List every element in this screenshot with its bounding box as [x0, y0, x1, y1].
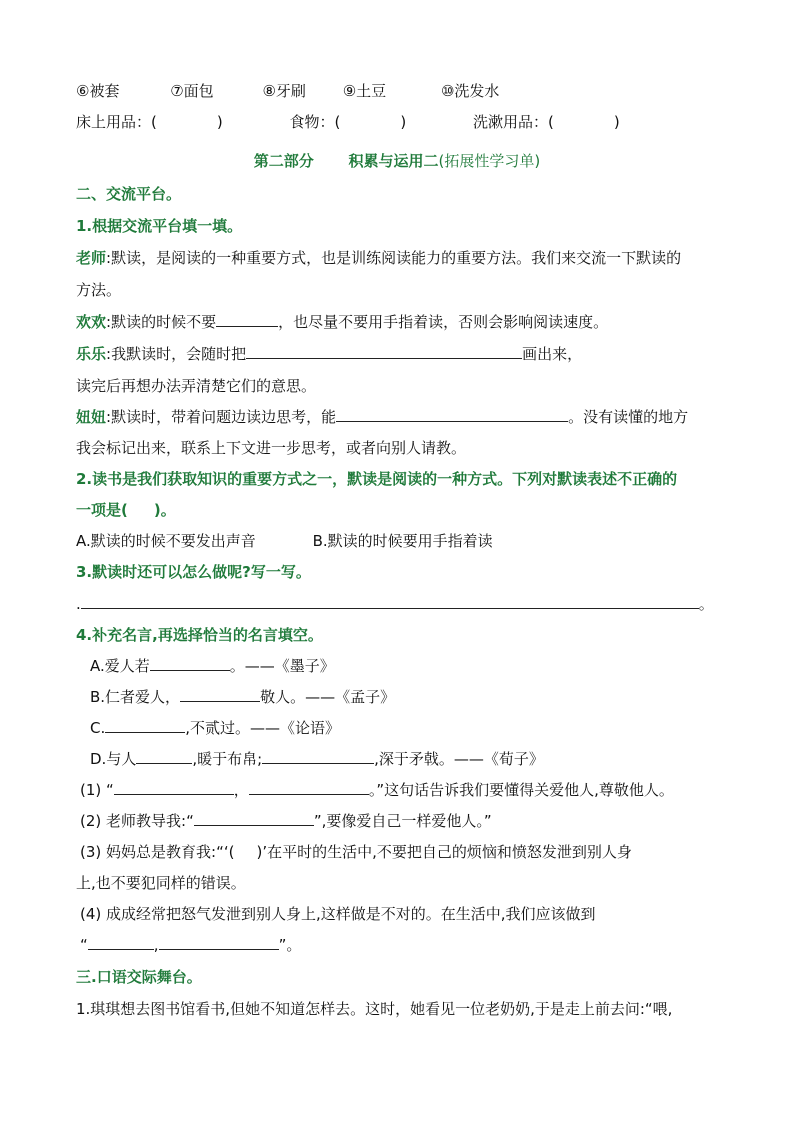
question-3-answer: . 。	[76, 595, 714, 613]
question-2-line-1: 2.读书是我们获取知识的重要方式之一，默读是阅读的一种方式。下列对默读表述不正确的	[76, 470, 678, 488]
item-7: ⑦面包	[170, 82, 214, 100]
category-wash: 洗漱用品：(	[473, 113, 554, 131]
answer-line[interactable]	[81, 594, 699, 609]
quote-d: D.与人 ,暖于布帛; ,深于矛戟。——《荀子》	[90, 750, 544, 768]
quote-a: A.爱人若 。——《墨子》	[90, 657, 335, 675]
item-9: ⑨土豆	[342, 82, 387, 100]
blank[interactable]	[136, 749, 192, 764]
item-6: ⑥被套	[76, 82, 120, 100]
sub-4-line-1: (4) 成成经常把怒气发泄到别人身上,这样做是不对的。在生活中,我们应该做到	[80, 905, 596, 923]
section-3-heading: 三.口语交际舞台。	[76, 968, 202, 986]
option-a: A.默读的时候不要发出声音	[76, 532, 256, 550]
teacher-line-1: 老师:默读，是阅读的一种重要方式，也是训练阅读能力的重要方法。我们来交流一下默读的	[76, 249, 682, 267]
options-line	[76, 530, 493, 552]
quote-c: C. ,不贰过。——《论语》	[90, 719, 341, 737]
section-3-question-1: 1.琪琪想去图书馆看书,但她不知道怎样去。这时，她看见一位老奶奶,于是走上前去问:“喂,	[76, 1000, 673, 1018]
blank[interactable]	[194, 811, 314, 826]
quote-b: B.仁者爱人， 敬人。——《孟子》	[90, 688, 396, 706]
blank[interactable]	[150, 656, 230, 671]
niuniu-line-2: 我会标记出来，联系上下文进一步思考，或者向别人请教。	[76, 439, 467, 457]
blank[interactable]	[336, 407, 568, 422]
category-food: 食物：(	[289, 113, 341, 131]
teacher-line-2: 方法。	[76, 281, 122, 299]
niuniu-line-1: 妞妞:默读时，带着问题边读边思考，能 。没有读懂的地方	[76, 408, 689, 426]
section-2-heading: 二、交流平台。	[76, 185, 182, 203]
lele-line-2: 读完后再想办法弄清楚它们的意思。	[76, 377, 317, 395]
blank[interactable]	[246, 344, 522, 359]
huanhuan-line: 欢欢:默读的时候不要 ，也尽量不要用手指着读，否则会影响阅读速度。	[76, 313, 609, 331]
item-10: ⑩洗发水	[440, 82, 500, 100]
blank[interactable]	[249, 780, 369, 795]
blank[interactable]	[88, 935, 154, 950]
blank[interactable]	[262, 749, 374, 764]
option-b: B.默读的时候要用手指着读	[312, 532, 493, 550]
items-line	[76, 80, 499, 102]
blank[interactable]	[159, 935, 279, 950]
blank[interactable]	[105, 718, 185, 733]
sub-3-line-1: (3) 妈妈总是教育我:“‘( )’在平时的生活中,不要把自己的烦恼和愤怒发泄到别人身	[80, 843, 632, 861]
item-8: ⑧牙刷	[262, 82, 306, 100]
sub-1: (1) “ ， 。”这句话告诉我们要懂得关爱他人,尊敬他人。	[80, 781, 674, 799]
question-3: 3.默读时还可以怎么做呢?写一写。	[76, 563, 311, 581]
category-bed: 床上用品：(	[76, 113, 157, 131]
sub-4-line-2: “ , ”。	[80, 936, 302, 954]
question-2-line-2: 一项是( )。	[76, 501, 176, 519]
sub-3-line-2: 上,也不要犯同样的错误。	[76, 874, 246, 892]
lele-line-1: 乐乐:我默读时，会随时把 画出来，	[76, 345, 583, 363]
blank[interactable]	[216, 312, 278, 327]
question-1: 1.根据交流平台填一填。	[76, 217, 243, 235]
categories-line: 床上用品：( ) 食物：( ) 洗漱用品：( )	[76, 113, 620, 131]
blank[interactable]	[180, 687, 260, 702]
sub-2: (2) 老师教导我:“ ”,要像爱自己一样爱他人。”	[80, 812, 492, 830]
part-title: 第二部分 积累与运用二(拓展性学习单)	[253, 152, 541, 170]
question-4: 4.补充名言,再选择恰当的名言填空。	[76, 626, 323, 644]
blank[interactable]	[114, 780, 234, 795]
